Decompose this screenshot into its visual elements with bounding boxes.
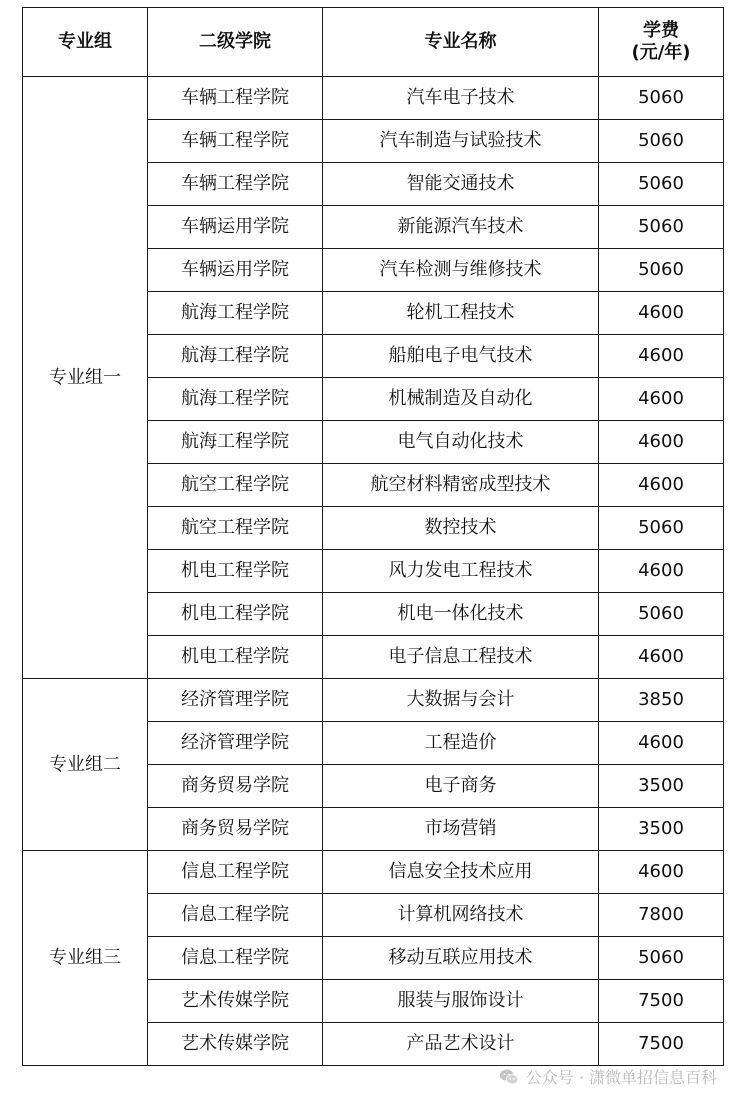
- group-cell: 专业组三: [23, 851, 148, 1066]
- college-cell: 车辆运用学院: [148, 206, 323, 249]
- fee-cell: 5060: [599, 77, 724, 120]
- fee-cell: 4600: [599, 464, 724, 507]
- major-cell: 机电一体化技术: [323, 593, 599, 636]
- major-cell: 风力发电工程技术: [323, 550, 599, 593]
- major-cell: 计算机网络技术: [323, 894, 599, 937]
- header-fee-line2: (元/年): [631, 42, 691, 63]
- college-cell: 航空工程学院: [148, 507, 323, 550]
- watermark-text: 公众号 · 潇微单招信息百科: [525, 1068, 717, 1087]
- college-cell: 车辆工程学院: [148, 77, 323, 120]
- major-cell: 大数据与会计: [323, 679, 599, 722]
- major-cell: 信息安全技术应用: [323, 851, 599, 894]
- major-cell: 电子信息工程技术: [323, 636, 599, 679]
- table-row: [23, 679, 724, 722]
- college-cell: 航海工程学院: [148, 421, 323, 464]
- fee-cell: 5060: [599, 206, 724, 249]
- college-cell: 艺术传媒学院: [148, 1023, 323, 1066]
- fee-cell: 5060: [599, 937, 724, 980]
- table-row: [23, 851, 724, 894]
- major-cell: 数控技术: [323, 507, 599, 550]
- major-cell: 市场营销: [323, 808, 599, 851]
- header-group: 专业组: [23, 8, 148, 77]
- college-cell: 车辆工程学院: [148, 163, 323, 206]
- fee-cell: 7800: [599, 894, 724, 937]
- fee-cell: 7500: [599, 980, 724, 1023]
- wechat-icon: [498, 1066, 520, 1088]
- college-cell: 信息工程学院: [148, 851, 323, 894]
- college-cell: 经济管理学院: [148, 722, 323, 765]
- college-cell: 信息工程学院: [148, 894, 323, 937]
- fee-cell: 4600: [599, 378, 724, 421]
- major-cell: 轮机工程技术: [323, 292, 599, 335]
- header-row: [23, 8, 724, 77]
- fee-cell: 3500: [599, 765, 724, 808]
- college-cell: 车辆运用学院: [148, 249, 323, 292]
- fee-cell: 4600: [599, 550, 724, 593]
- fee-cell: 5060: [599, 507, 724, 550]
- fee-cell: 5060: [599, 249, 724, 292]
- major-cell: 移动互联应用技术: [323, 937, 599, 980]
- header-fee: [599, 8, 724, 77]
- fee-cell: 4600: [599, 335, 724, 378]
- major-cell: 电子商务: [323, 765, 599, 808]
- major-cell: 船舶电子电气技术: [323, 335, 599, 378]
- fee-cell: 3500: [599, 808, 724, 851]
- fee-cell: 4600: [599, 851, 724, 894]
- tuition-fee-table: [22, 7, 724, 1066]
- table-body: [23, 77, 724, 1066]
- major-cell: 电气自动化技术: [323, 421, 599, 464]
- college-cell: 商务贸易学院: [148, 765, 323, 808]
- major-cell: 工程造价: [323, 722, 599, 765]
- fee-cell: 4600: [599, 722, 724, 765]
- college-cell: 航海工程学院: [148, 292, 323, 335]
- fee-cell: 7500: [599, 1023, 724, 1066]
- table-row: [23, 77, 724, 120]
- college-cell: 车辆工程学院: [148, 120, 323, 163]
- fee-cell: 4600: [599, 421, 724, 464]
- college-cell: 航空工程学院: [148, 464, 323, 507]
- major-cell: 汽车检测与维修技术: [323, 249, 599, 292]
- fee-cell: 5060: [599, 163, 724, 206]
- college-cell: 商务贸易学院: [148, 808, 323, 851]
- college-cell: 机电工程学院: [148, 550, 323, 593]
- group-cell: 专业组一: [23, 77, 148, 679]
- college-cell: 机电工程学院: [148, 636, 323, 679]
- college-cell: 航海工程学院: [148, 378, 323, 421]
- major-cell: 服装与服饰设计: [323, 980, 599, 1023]
- major-cell: 产品艺术设计: [323, 1023, 599, 1066]
- college-cell: 机电工程学院: [148, 593, 323, 636]
- major-cell: 智能交通技术: [323, 163, 599, 206]
- major-cell: 机械制造及自动化: [323, 378, 599, 421]
- major-cell: 航空材料精密成型技术: [323, 464, 599, 507]
- college-cell: 经济管理学院: [148, 679, 323, 722]
- watermark: [498, 1065, 717, 1088]
- header-fee-line1: 学费: [643, 20, 679, 42]
- major-cell: 汽车制造与试验技术: [323, 120, 599, 163]
- fee-cell: 5060: [599, 593, 724, 636]
- group-cell: 专业组二: [23, 679, 148, 851]
- fee-cell: 4600: [599, 292, 724, 335]
- college-cell: 信息工程学院: [148, 937, 323, 980]
- college-cell: 航海工程学院: [148, 335, 323, 378]
- major-cell: 新能源汽车技术: [323, 206, 599, 249]
- header-major: 专业名称: [323, 8, 599, 77]
- header-college: 二级学院: [148, 8, 323, 77]
- fee-cell: 5060: [599, 120, 724, 163]
- major-cell: 汽车电子技术: [323, 77, 599, 120]
- fee-cell: 3850: [599, 679, 724, 722]
- college-cell: 艺术传媒学院: [148, 980, 323, 1023]
- fee-cell: 4600: [599, 636, 724, 679]
